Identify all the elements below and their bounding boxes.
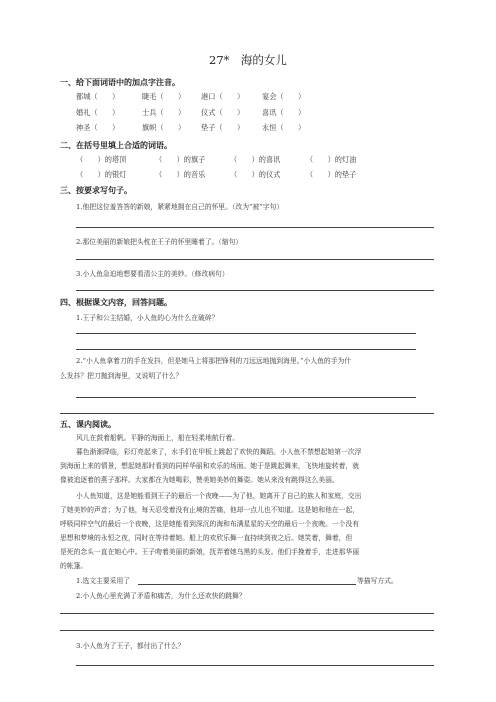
passage-line: 的帐篷。 [60, 562, 88, 570]
answer-line[interactable] [76, 397, 416, 398]
pinyin-item: 喜讯（ ） [262, 108, 306, 117]
question-text: 1.他把这位羞答答的新娘，紧紧地拥在自己的怀里。（改为“被”字句） [76, 203, 284, 211]
pinyin-item: 婚礼（ ） [76, 108, 120, 117]
pinyin-item: 宴会（ ） [262, 92, 306, 101]
pinyin-item: 士兵（ ） [142, 108, 186, 117]
answer-blank[interactable] [138, 584, 356, 585]
question-text: 1.王子和公主结婚，小人鱼的心为什么在破碎？ [76, 314, 219, 322]
answer-line[interactable] [76, 290, 434, 291]
passage-line: 小人鱼知道，这是她能看到王子的最后一个夜晚——为了他，她离开了自己的族人和家庭，交出 [76, 492, 362, 500]
pinyin-item: 港口（ ） [201, 92, 245, 101]
section-1-heading: 一、给下面词语中的加点字注音。 [60, 78, 180, 87]
answer-line[interactable] [60, 630, 434, 631]
answer-line[interactable] [76, 333, 416, 334]
passage-line: 思想和梦境的永恒之夜，同时在等待着她。船上的欢欣乐舞一直持续到夜之后。她笑着，舞着，但 [60, 534, 353, 542]
answer-line[interactable] [76, 665, 434, 666]
question-text: 2.小人鱼心里充满了矛盾和痛苦，为什么还欢快的跳舞？ [76, 592, 246, 600]
fill-blank-item: （ ）的垫子 [306, 170, 357, 179]
fill-blank-item: （ ）的塔顶 [76, 155, 127, 164]
pinyin-item: 神圣（ ） [76, 123, 120, 132]
passage-line: 了她美妙的声音；为了他，每天忍受着没有止境的苦痛，他却一点儿也不知道。这是她和他在一起， [60, 506, 360, 514]
passage-line: 呼吸同样空气的最后一个夜晚，这是她能看到深沉的海和布满星星的天空的最后一个夜晚。一个没有 [60, 520, 360, 528]
question-text: 2.“小人鱼拿着刀的手在发抖，但是她马上将那把锋利的刀远远地抛到海里。”小人鱼的手为什 [76, 357, 352, 365]
question-text: 1.选文主要采用了 [76, 577, 131, 585]
pinyin-item: 睫毛（ ） [142, 92, 186, 101]
fill-blank-item: （ ）的仪式 [230, 170, 281, 179]
question-text: 3.小人鱼急迫地想要看清公主的美妙。（修改病句） [76, 270, 229, 278]
question-text: 2.那位美丽的新娘把头枕在王子的怀里睡着了。（缩句） [76, 238, 243, 246]
passage-line: 风儿在鼓着船帆。平静的海面上，船在轻柔地航行着。 [76, 434, 240, 442]
fill-blank-item: （ ）的银灯 [76, 170, 127, 179]
question-text: 3.小人鱼为了王子，都付出了什么？ [76, 642, 185, 650]
fill-blank-item: （ ）的音乐 [155, 170, 206, 179]
answer-line[interactable] [76, 349, 416, 350]
pinyin-item: 旗帜（ ） [142, 123, 186, 132]
section-4-heading: 四、根据课文内容，回答问题。 [60, 298, 172, 307]
pinyin-item: 垫子（ ） [201, 123, 245, 132]
passage-line: 暮色渐渐降临，彩灯亮起来了，水手们在甲板上跳起了欢快的舞蹈。小人鱼不禁想起她第一次浮 [76, 448, 362, 456]
fill-blank-item: （ ）的旗子 [155, 155, 206, 164]
passage-line: 像被追逐着的燕子那样。大家都在为她喝彩，赞美她美妙的舞姿。她从来没有跳得这么美丽。 [60, 476, 339, 484]
section-2-heading: 二、在括号里填上合适的词语。 [60, 141, 172, 150]
pinyin-item: 都城（ ） [76, 92, 120, 101]
answer-line[interactable] [76, 259, 434, 260]
section-3-heading: 三、按要求写句子。 [60, 186, 132, 195]
answer-line[interactable] [76, 227, 434, 228]
fill-blank-item: （ ）的喜讯 [230, 155, 281, 164]
passage-line: 是死的念头一直在她心中。王子吻着美丽的新娘，抚弄着她乌黑的头发。他们手挽着手，走进那华丽 [60, 548, 360, 556]
section-5-heading: 五、课内阅读。 [60, 420, 116, 429]
answer-line[interactable] [60, 413, 434, 414]
passage-line: 到海面上来的情景，想起她那时看到的同样华丽和欢乐的场面。她于是跳起舞来，飞快地旋转着，就 [60, 462, 360, 470]
page-title: 27* 海的女儿 [209, 53, 287, 67]
answer-line[interactable] [60, 613, 434, 614]
pinyin-item: 永恒（ ） [262, 123, 306, 132]
question-text: 么发抖？把刀抛到海里，又说明了什么？ [60, 372, 183, 380]
pinyin-item: 仪式（ ） [201, 108, 245, 117]
fill-blank-item: （ ）的灯油 [306, 155, 357, 164]
question-text: 等描写方式。 [357, 577, 398, 585]
